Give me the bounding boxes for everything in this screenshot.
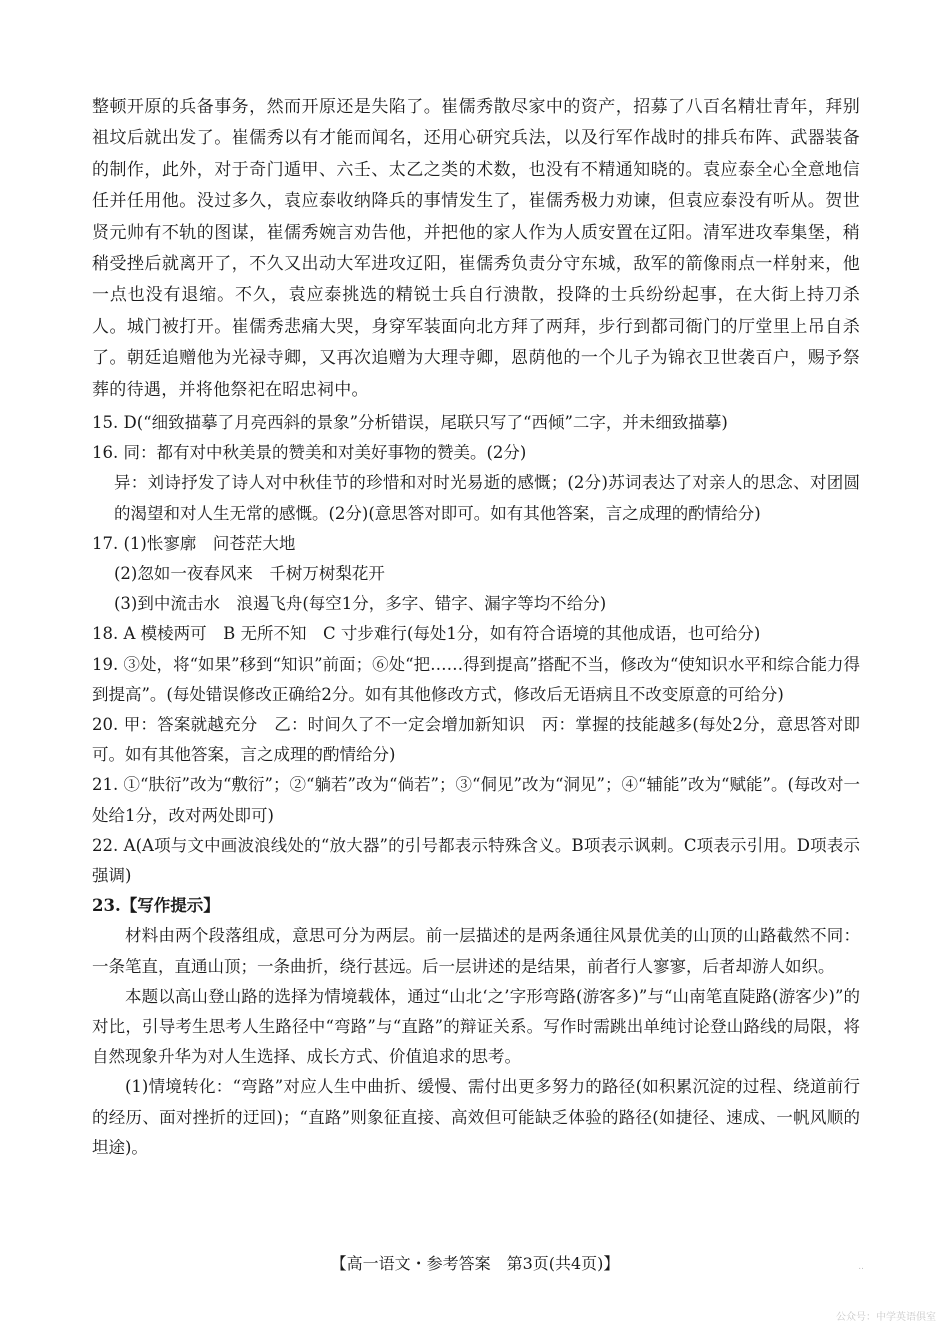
page-footer: 【高一语文・参考答案 第3页(共4页)】 [330,1254,620,1273]
watermark: 公众号：中学英语俱室 [836,1312,936,1323]
answer-23-paragraph-1: 材料由两个段落组成，意思可分为两层。前一层描述的是两条通往风景优美的山顶的山路截然不同：一条笔直，直通山顶；一条曲折，绕行甚远。后一层讲述的是结果，前者行人寥寥，后者却游人如织。 [92,926,860,976]
answer-19: 19. ③处，将“如果”移到“知识”前面；⑥处“把……得到提高”搭配不当，修改为“使知识水平和综合能力得到提高”。(每处错误修改正确给2分。如有其他修改方式，修改后无语病且不改变原意的可给分) [92,654,860,704]
answer-20: 20. 甲：答案就越充分 乙：时间久了不一定会增加新知识 丙：掌握的技能越多(每处2分，意思答对即可。如有其他答案，言之成理的酌情给分) [92,715,860,765]
answer-17-line3: (3)到中流击水 浪遏飞舟(每空1分，多字、错字、漏字等均不给分) [114,594,607,614]
answer-16-diff: 异：刘诗抒发了诗人对中秋佳节的珍惜和对时光易逝的感慨；(2分)苏词表达了对亲人的思念、对团圆的渴望和对人生无常的感慨。(2分)(意思答对即可。如有其他答案，言之成理的酌情给分) [114,473,860,523]
answer-22: 22. A(A项与文中画波浪线处的“放大器”的引号都表示特殊含义。B项表示讽刺。C项表示引用。D项表示强调) [92,835,860,886]
answer-15: 15. D(“细致描摹了月亮西斜的景象”分析错误，尾联只写了“西倾”二字，并未细致描摹) [92,413,728,432]
answer-17-line1: 17. (1)怅寥廓 问苍茫大地 [92,533,296,553]
corner-dots: .. [858,1262,864,1272]
answer-23 [92,891,860,1163]
answer-16-same: 16. 同：都有对中秋美景的赞美和对美好事物的赞美。(2分) [92,443,527,463]
answer-21: 21. ①“肤衍”改为“敷衍”；②“躺若”改为“倘若”；③“侗见”改为“洞见”；④“辅能”改为“赋能”。(每改对一处给1分，改对两处即可) [92,775,860,825]
answer-16 [92,438,860,529]
translation-paragraph: 整顿开原的兵备事务，然而开原还是失陷了。崔儒秀散尽家中的资产，招募了八百名精壮青年，拜别祖坟后就出发了。崔儒秀以有才能而闻名，还用心研究兵法，以及行军作战时的排兵布阵、武器装备的制作，此外，对于奇门遁甲、六壬、太乙之类的术数，也没有不精通知晓的。袁应泰全心全意地信任并任用他。没过多久，袁应泰收纳降兵的事情发生了，崔儒秀极力劝谏，但袁应泰没有听从。贺世贤元帅有不轨的图谋，崔儒秀婉言劝告他，并把他的家人作为人质安置在辽阳。清军进攻奉集堡，稍稍受挫后就离开了，不久又出动大军进攻辽阳，崔儒秀负责分守东城，敌军的箭像雨点一样射来，他一点也没有退缩。不久，袁应泰挑选的精锐士兵自行溃散，投降的士兵纷纷起事，在大街上持刀杀人。城门被打开。崔儒秀悲痛大哭，身穿军装面向北方拜了两拜，步行到都司衙门的厅堂里上吊自杀了。朝廷追赠他为光禄寺卿，又再次追赠为大理寺卿，恩荫他的一个儿子为锦衣卫世袭百户，赐予祭葬的待遇，并将他祭祀在昭忠祠中。 [92,97,860,400]
answer-23-paragraph-2: 本题以高山登山路的选择为情境载体，通过“山北‘之’字形弯路(游客多)”与“山南笔直陡路(游客少)”的对比，引导考生思考人生路径中“弯路”与“直路”的辩证关系。写作时需跳出单纯讨论登山路线的局限，将自然现象升华为对人生选择、成长方式、价值追求的思考。 [92,986,860,1067]
answer-17 [92,529,860,620]
answer-page [92,92,860,1163]
answer-23-heading: 23.【写作提示】 [92,896,220,916]
answer-17-line2: (2)忽如一夜春风来 千树万树梨花开 [114,564,385,584]
answer-18: 18. A 模棱两可 B 无所不知 C 寸步难行(每处1分，如有符合语境的其他成语，也可给分) [92,624,761,644]
answer-23-paragraph-3: (1)情境转化：“弯路”对应人生中曲折、缓慢、需付出更多努力的路径(如积累沉淀的过程、绕道前行的经历、面对挫折的迂回)；“直路”则象征直接、高效但可能缺乏体验的路径(如捷径、速成、一帆风顺的坦途)。 [92,1077,860,1157]
